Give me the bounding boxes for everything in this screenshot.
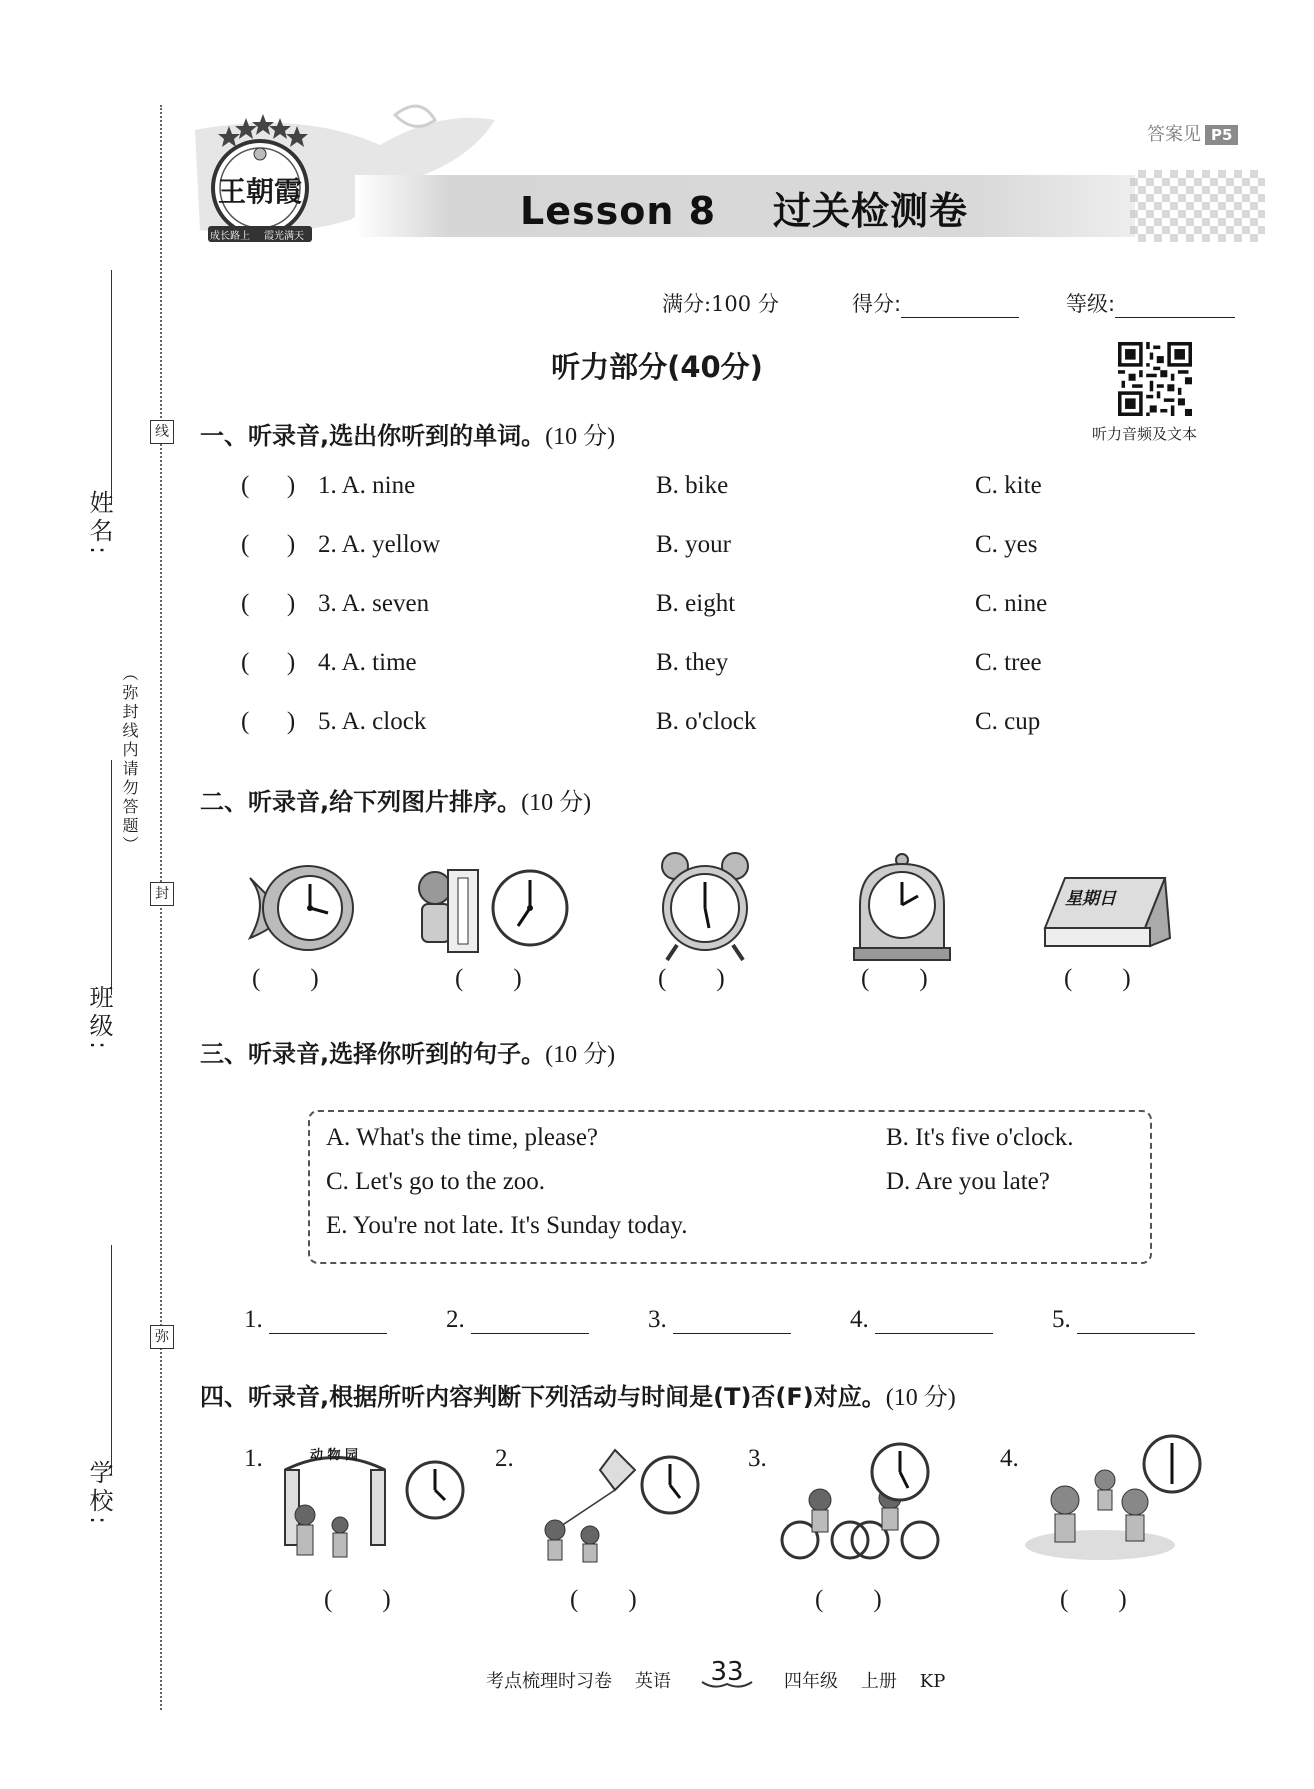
section-3-title: [200, 1034, 615, 1069]
kite-activity-picture: [520, 1440, 705, 1565]
qr-caption: 听力音频及文本: [1092, 425, 1198, 443]
sentence-b: B. It's five o'clock.: [886, 1124, 1074, 1151]
section-3-title-text: 三、听录音,选择你听到的句子。: [200, 1040, 546, 1068]
game-activity-picture: [1020, 1430, 1205, 1565]
option-a: 4. A. time: [318, 649, 417, 676]
sentence-a: A. What's the time, please?: [326, 1124, 599, 1151]
picture-order-paren-4[interactable]: ( ): [861, 965, 928, 992]
seal-mark-mi: 弥: [150, 1325, 174, 1349]
answer-blank-1[interactable]: [244, 1306, 387, 1334]
answer-reference: [1147, 120, 1238, 146]
activity-paren-2[interactable]: ( ): [570, 1586, 637, 1613]
qr-code-icon[interactable]: [1118, 342, 1192, 416]
full-score: 满分:100 分: [662, 292, 779, 316]
section-2-title-text: 二、听录音,给下列图片排序。: [200, 788, 522, 816]
section-1-title-text: 一、听录音,选出你听到的单词。: [200, 422, 546, 450]
book-icon: [700, 1680, 754, 1692]
section-4-title: [200, 1377, 956, 1412]
section-1-title: [200, 416, 615, 451]
blank-number: 1.: [244, 1306, 263, 1333]
logo-slogan-2: 霞光满天: [264, 231, 304, 242]
answer-blank-3[interactable]: [648, 1306, 791, 1334]
option-b: B. your: [656, 531, 731, 558]
class-label: 班级:: [85, 985, 113, 1054]
logo-text: 王朝霞: [217, 175, 302, 208]
bike-activity-picture: [770, 1440, 955, 1565]
blank-line[interactable]: [875, 1307, 993, 1334]
option-a: 3. A. seven: [318, 590, 430, 617]
answer-paren[interactable]: ( ): [241, 649, 296, 676]
fish-clock-picture: [240, 858, 360, 958]
option-b: B. they: [656, 649, 729, 676]
activity-number-4: 4.: [1000, 1445, 1019, 1472]
option-b: B. bike: [656, 472, 729, 499]
picture-order-paren-1[interactable]: ( ): [252, 965, 319, 992]
sentence-c: C. Let's go to the zoo.: [326, 1168, 546, 1195]
footer-right: 四年级 上册 KP: [784, 1671, 946, 1692]
logo-slogan-1: 成长路上: [210, 231, 250, 242]
option-a: 1. A. nine: [318, 472, 416, 499]
activity-paren-3[interactable]: ( ): [815, 1586, 882, 1613]
score-blank[interactable]: [901, 293, 1019, 318]
section-3-points: (10 分): [545, 1042, 616, 1068]
grade-label: 等级:: [1066, 292, 1116, 316]
section-2-title: [200, 782, 591, 817]
activity-paren-1[interactable]: ( ): [324, 1586, 391, 1613]
answer-blank-4[interactable]: [850, 1306, 993, 1334]
answer-blank-5[interactable]: [1052, 1306, 1195, 1334]
blank-number: 5.: [1052, 1306, 1071, 1333]
blank-line[interactable]: [471, 1307, 589, 1334]
sentence-d: D. Are you late?: [886, 1168, 1050, 1195]
picture-order-paren-5[interactable]: ( ): [1064, 965, 1131, 992]
activity-number-2: 2.: [495, 1445, 514, 1472]
section-4-points: (10 分): [885, 1385, 956, 1411]
option-c: C. kite: [975, 472, 1042, 499]
activity-number-3: 3.: [748, 1445, 767, 1472]
banner-checker-decoration: [1130, 170, 1265, 242]
page-number: 33: [710, 1657, 744, 1687]
option-c: C. cup: [975, 708, 1041, 735]
blank-line[interactable]: [269, 1307, 387, 1334]
answer-paren[interactable]: ( ): [241, 590, 296, 617]
calendar-picture: [1040, 868, 1175, 953]
sentence-e: E. You're not late. It's Sunday today.: [326, 1212, 688, 1239]
option-c: C. tree: [975, 649, 1042, 676]
activity-number-1: 1.: [244, 1445, 263, 1472]
answer-ref-text: 答案见: [1147, 124, 1201, 145]
option-b: B. o'clock: [656, 708, 757, 735]
score-label: 得分:: [852, 292, 902, 316]
seal-mark-xian: 线: [150, 420, 174, 444]
blank-number: 2.: [446, 1306, 465, 1333]
answer-paren[interactable]: ( ): [241, 531, 296, 558]
logo: [198, 112, 322, 246]
zoo-sign: 动 物 园: [310, 1448, 359, 1463]
option-b: B. eight: [656, 590, 736, 617]
blank-line[interactable]: [673, 1307, 791, 1334]
name-line: [111, 270, 112, 505]
answer-paren[interactable]: ( ): [241, 472, 296, 499]
page-title: Lesson 8 过关检测卷: [520, 189, 968, 233]
answer-blank-2[interactable]: [446, 1306, 589, 1334]
grade-blank[interactable]: [1115, 293, 1235, 318]
option-c: C. yes: [975, 531, 1038, 558]
answer-paren[interactable]: ( ): [241, 708, 296, 735]
class-line: [111, 760, 112, 995]
school-line: [111, 1245, 112, 1475]
seal-note: （弥封线内请勿答题）: [120, 665, 139, 855]
school-label: 学校:: [85, 1460, 113, 1529]
zoo-activity-picture: [270, 1445, 470, 1565]
section-1-points: (10 分): [545, 424, 616, 450]
option-a: 5. A. clock: [318, 708, 427, 735]
boy-school-clock-picture: [410, 858, 575, 958]
blank-number: 4.: [850, 1306, 869, 1333]
option-a: 2. A. yellow: [318, 531, 441, 558]
footer-left: 考点梳理时习卷 英语: [486, 1671, 671, 1692]
score-field[interactable]: [852, 288, 1019, 318]
seal-mark-feng: 封: [150, 882, 174, 906]
desk-clock-picture: [850, 850, 955, 965]
picture-order-paren-2[interactable]: ( ): [455, 965, 522, 992]
section-2-points: (10 分): [521, 790, 592, 816]
listening-section-title: 听力部分(40分): [551, 350, 763, 384]
alarm-clock-picture: [655, 850, 755, 965]
option-c: C. nine: [975, 590, 1048, 617]
blank-number: 3.: [648, 1306, 667, 1333]
section-4-title-text: 四、听录音,根据所听内容判断下列活动与时间是(T)否(F)对应。: [200, 1383, 886, 1411]
grade-field[interactable]: [1066, 288, 1235, 318]
picture-order-paren-3[interactable]: ( ): [658, 965, 725, 992]
name-label: 姓名:: [85, 490, 113, 559]
activity-paren-4[interactable]: ( ): [1060, 1586, 1127, 1613]
calendar-text: 星期日: [1063, 889, 1121, 909]
blank-line[interactable]: [1077, 1307, 1195, 1334]
answer-ref-page: P5: [1205, 125, 1238, 145]
